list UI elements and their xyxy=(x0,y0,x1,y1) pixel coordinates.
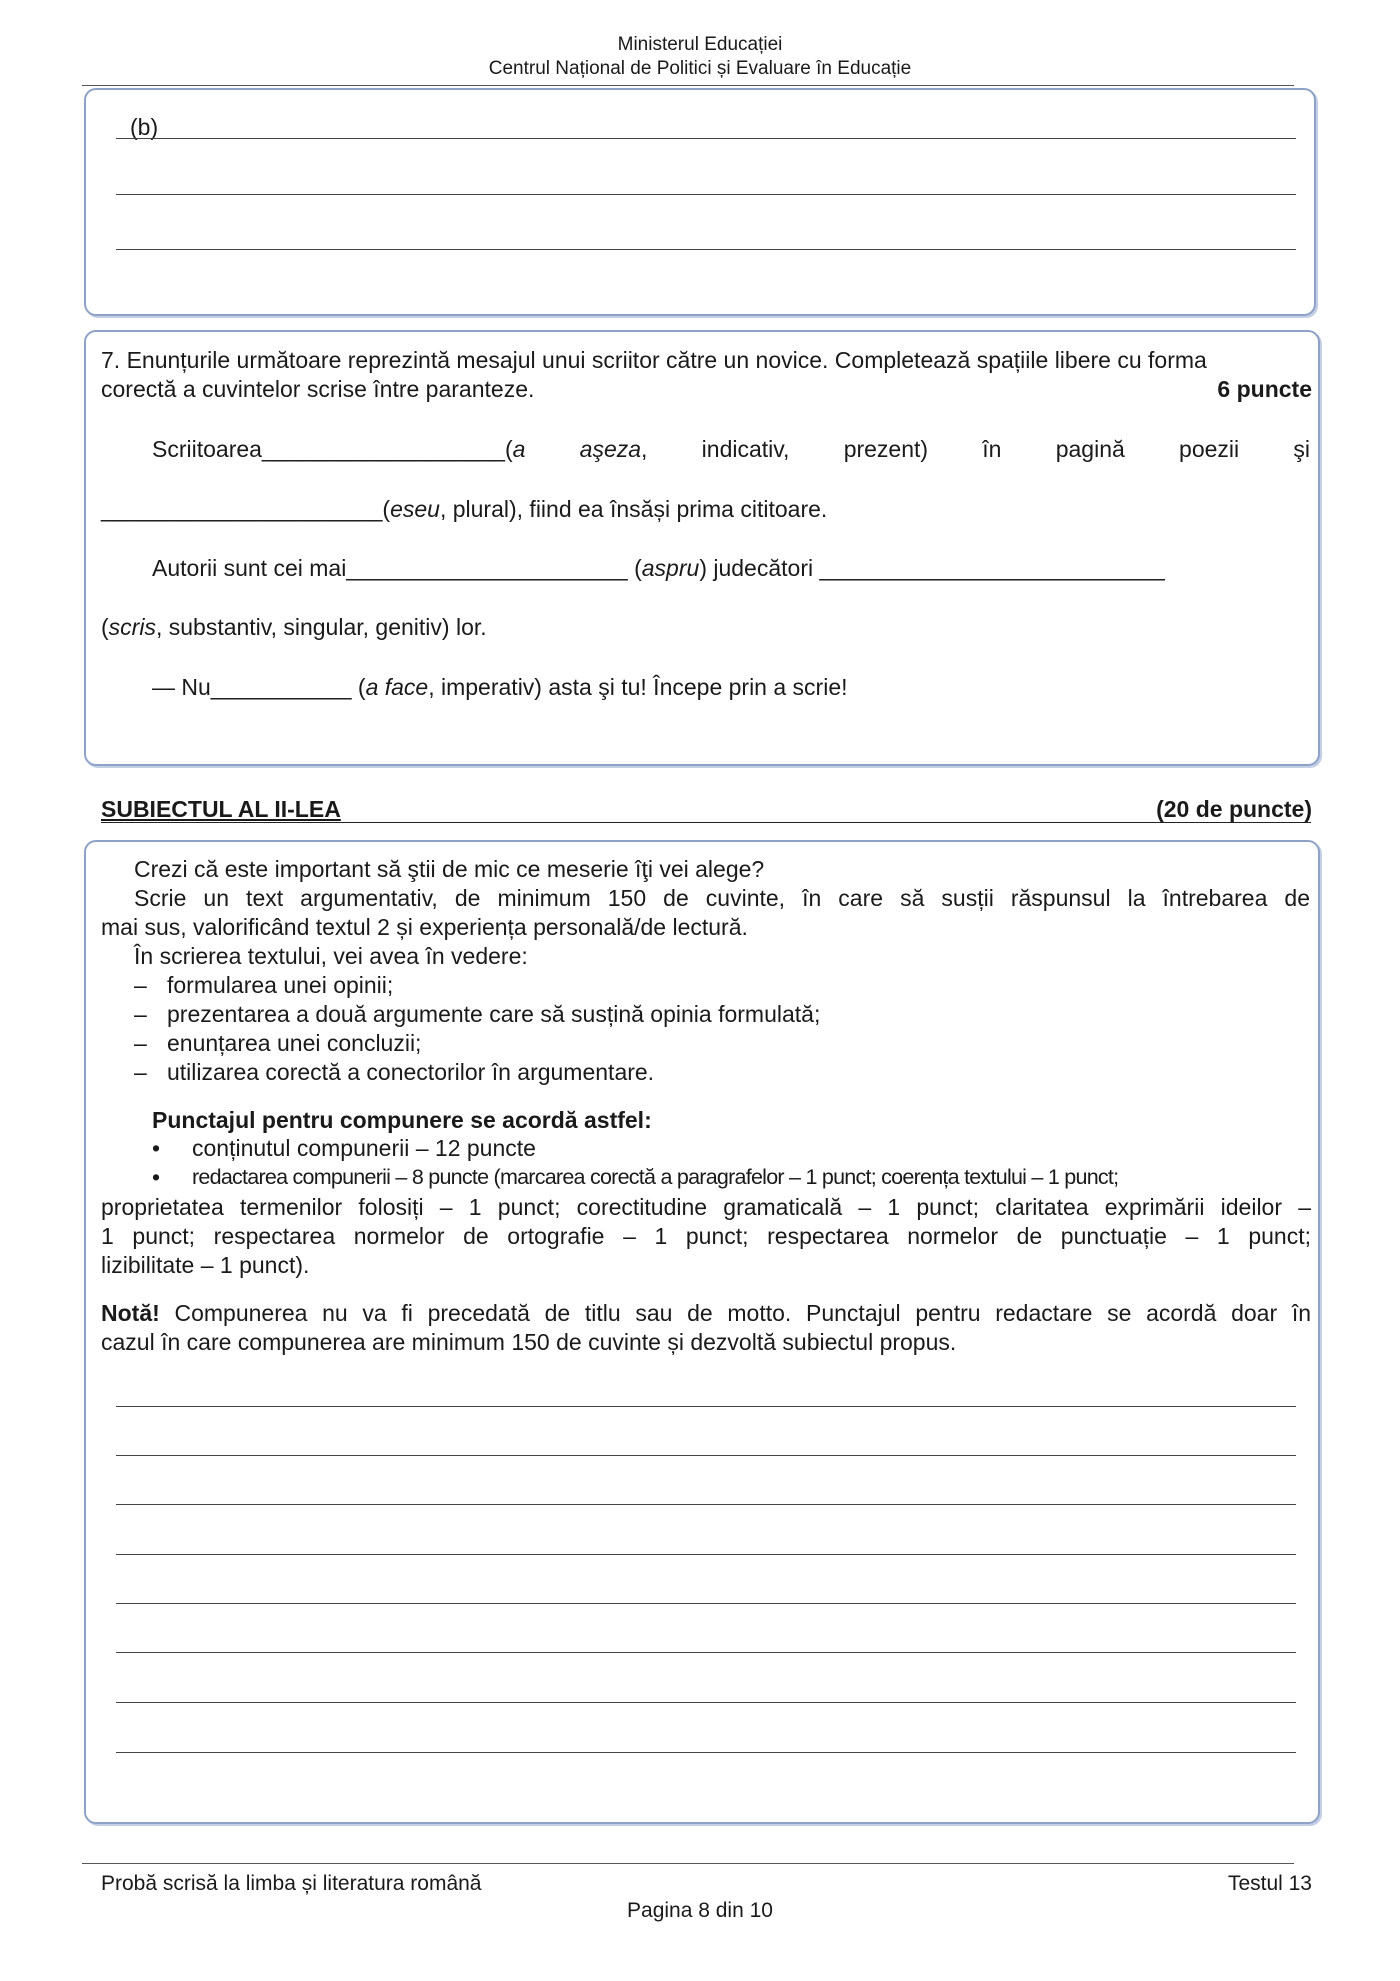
q7-row-5 xyxy=(152,672,848,702)
scoring-cont-2 xyxy=(101,1221,1311,1251)
dash-item-text: prezentarea a două argumente care să susțină opinia formulată; xyxy=(167,1001,821,1027)
footer-right: Testul 13 xyxy=(1227,1872,1312,1895)
section-2-title xyxy=(101,794,341,824)
nota-line-2: cazul în care compunerea are minimum 150 de cuvinte și dezvoltă subiectul propus. xyxy=(101,1329,957,1355)
q7-row-3 xyxy=(152,553,1165,583)
nota-label: Notă! xyxy=(101,1300,160,1326)
q7-row1-w4: prezent) xyxy=(843,436,929,462)
essay-answer-line[interactable] xyxy=(116,1702,1296,1703)
scoring-bullet-2: redactarea compunerii – 8 puncte (marcarea corectă a paragrafelor – 1 punct; coerența textului – 1 punct; xyxy=(192,1165,1119,1189)
q7-row1-w1: Scriitoarea___________________( xyxy=(152,436,513,462)
q7-row1-w3: indicativ, xyxy=(701,436,790,462)
essay-answer-line[interactable] xyxy=(116,1406,1296,1407)
q7-row3-word: aspru xyxy=(641,555,700,581)
answer-line[interactable] xyxy=(116,249,1296,250)
q7-row1-w2-comma: , xyxy=(641,436,648,462)
essay-question: Crezi că este important să ştii de mic ce meserie îţi vei alege? xyxy=(134,856,765,882)
answer-line[interactable] xyxy=(116,194,1296,195)
answer-box-b xyxy=(84,88,1316,316)
scoring-cont-1 xyxy=(101,1192,1311,1222)
essay-answer-line[interactable] xyxy=(116,1504,1296,1505)
scoring-cont-3: lizibilitate – 1 punct). xyxy=(101,1252,310,1278)
q7-row3-rest[interactable]: ) judecători ___________________________ xyxy=(699,555,1165,581)
q7-row5-rest: , imperativ) asta şi tu! Începe prin a scrie! xyxy=(428,674,848,700)
essay-instruction-1 xyxy=(134,883,1310,913)
section-2-underline xyxy=(101,822,1311,823)
header-center: Centrul Național de Politici și Evaluare în Educație xyxy=(488,58,912,79)
essay-consider: În scrierea textului, vei avea în vedere: xyxy=(134,943,528,969)
essay-answer-line[interactable] xyxy=(116,1455,1296,1456)
dash-icon: – xyxy=(134,1030,147,1056)
scoring-cont-1-text: proprietatea termenilor folosiți – 1 punct; corectitudine gramaticală – 1 punct; claritatea exprimării ideilor – xyxy=(101,1194,1311,1220)
dash-item-text: enunțarea unei concluzii; xyxy=(167,1030,422,1056)
q7-row-4 xyxy=(101,612,487,642)
dash-icon: – xyxy=(134,1001,147,1027)
q7-row1-w8: şi xyxy=(1293,436,1310,462)
nota-text: Compunerea nu va fi precedată de titlu sau de motto. Punctajul pentru redactare se acordă doar în xyxy=(159,1300,1311,1326)
q7-row1-w6: pagină xyxy=(1055,436,1125,462)
q7-row5-word: a face xyxy=(365,674,429,700)
essay-answer-line[interactable] xyxy=(116,1603,1296,1604)
q7-row2-blank[interactable]: ______________________( xyxy=(101,496,391,522)
nota-line-1 xyxy=(101,1298,1311,1328)
footer-rule xyxy=(82,1863,1294,1864)
q7-row4-word: scris xyxy=(108,614,156,640)
scoring-title: Punctajul pentru compunere se acordă astfel: xyxy=(152,1107,652,1133)
dash-item-text: formularea unei opinii; xyxy=(167,972,394,998)
bullet-dot-icon: • xyxy=(152,1135,161,1161)
header-rule xyxy=(82,85,1294,86)
dash-item xyxy=(134,971,147,1000)
dash-item-text: utilizarea corectă a conectorilor în argumentare. xyxy=(167,1059,655,1085)
essay-instruction-2: mai sus, valorificând textul 2 și experiența personală/de lectură. xyxy=(101,914,748,940)
q7-row1-w1-italic: a xyxy=(512,436,526,462)
q7-row3-blank[interactable]: Autorii sunt cei mai______________________ ( xyxy=(152,555,642,581)
q7-row5-blank[interactable]: — Nu___________ ( xyxy=(152,674,366,700)
footer-left: Probă scrisă la limba și literatura română xyxy=(101,1872,482,1895)
q7-row4-rest: , substantiv, singular, genitiv) lor. xyxy=(155,614,487,640)
label-b: (b) xyxy=(130,114,159,140)
q7-row1-w7: poezii xyxy=(1179,436,1240,462)
section-2-points: (20 de puncte) xyxy=(1156,796,1312,822)
q7-statement-1: 7. Enunțurile următoare reprezintă mesajul unui scriitor către un novice. Completează spațiile libere cu forma xyxy=(101,347,1207,373)
dash-item xyxy=(134,1000,147,1029)
header-ministry: Ministerul Educației xyxy=(617,34,783,55)
dash-icon: – xyxy=(134,972,147,998)
q7-row1-w2: aşeza xyxy=(579,436,642,462)
scoring-bullet-1: conținutul compunerii – 12 puncte xyxy=(192,1135,536,1161)
footer-page: Pagina 8 din 10 xyxy=(627,1899,773,1922)
essay-answer-line[interactable] xyxy=(116,1752,1296,1753)
q7-row-2 xyxy=(101,494,827,524)
essay-answer-line[interactable] xyxy=(116,1652,1296,1653)
q7-row1-w5: în xyxy=(982,436,1002,462)
scoring-cont-2-text: 1 punct; respectarea normelor de ortografie – 1 punct; respectarea normelor de punctuație – 1 punct; xyxy=(101,1223,1311,1249)
answer-line[interactable] xyxy=(116,138,1296,139)
q7-row2-rest: , plural), fiind ea însăși prima cititoare. xyxy=(439,496,828,522)
dash-icon: – xyxy=(134,1059,147,1085)
bullet-dot-icon: • xyxy=(152,1164,161,1190)
section-2-title-text: SUBIECTUL AL II-LEA xyxy=(101,796,341,822)
q7-row-1 xyxy=(152,434,1310,464)
q7-points: 6 puncte xyxy=(1217,376,1312,402)
q7-row2-word: eseu xyxy=(390,496,440,522)
q7-row4-open: ( xyxy=(101,614,109,640)
q7-statement-2: corectă a cuvintelor scrise între paranteze. xyxy=(101,376,535,402)
essay-instruction-1-text: Scrie un text argumentativ, de minimum 150 de cuvinte, în care să susții răspunsul la întrebarea de xyxy=(134,885,1310,911)
essay-answer-line[interactable] xyxy=(116,1554,1296,1555)
dash-item xyxy=(134,1029,147,1058)
dash-item xyxy=(134,1058,147,1087)
